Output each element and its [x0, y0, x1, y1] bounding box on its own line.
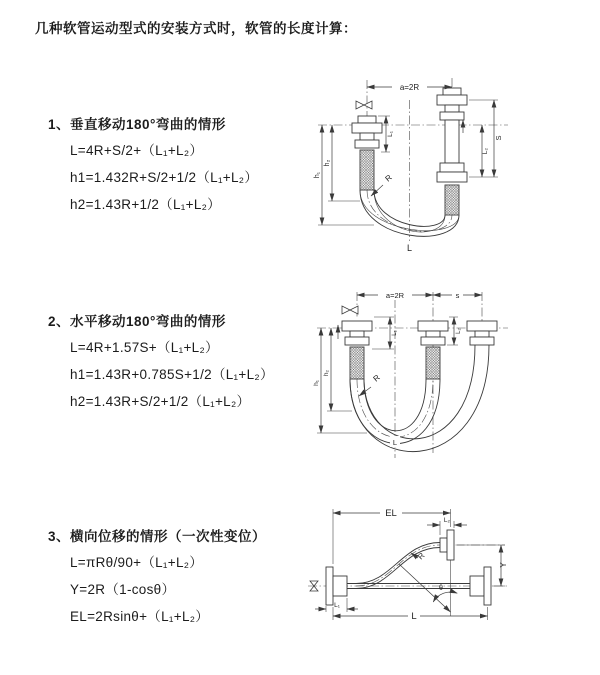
page-title: 几种软管运动型式的安装方式时，软管的长度计算：: [35, 21, 357, 36]
formula-el: EL=2Rsinθ+（L₁+L₂）: [70, 609, 210, 624]
pipe-cap: [443, 88, 461, 95]
dim-label-length: L: [411, 611, 417, 622]
formula-length: L=πRθ/90+（L₁+L₂）: [70, 555, 204, 570]
hose-scurve-lower-wall: [356, 548, 440, 589]
dim-label-h2: h₂: [324, 159, 331, 167]
diagram-lateral-displacement: [300, 502, 585, 650]
dim-label-el: EL: [385, 508, 397, 519]
dim-label-l1: L₁: [334, 602, 340, 609]
flange-right-hub: [470, 576, 484, 596]
section-vertical-180: [48, 113, 328, 224]
dim-label-a2r: a=2R: [399, 83, 420, 92]
pipe-cap: [358, 116, 376, 123]
flange: [437, 172, 467, 182]
hose-alt-inner: [364, 345, 475, 439]
formula-h2: h2=1.43R+1/2（L₁+L₂）: [70, 197, 221, 212]
hex-nut: [345, 337, 369, 345]
flange: [437, 95, 467, 105]
centerline-break-icon: [310, 586, 318, 591]
flange: [467, 321, 497, 331]
hex-nut: [421, 337, 445, 345]
dim-label-y: Y: [499, 562, 508, 568]
flange-left-plate: [326, 567, 333, 605]
dim-label-length: L: [392, 438, 398, 447]
valve-icon: [364, 101, 372, 109]
hex-nut: [440, 112, 464, 120]
valve-icon: [356, 101, 364, 109]
dim-label-radius: R: [383, 172, 394, 184]
formula-length: L=4R+1.57S+（L₁+L₂）: [70, 340, 219, 355]
section-horizontal-180: [48, 310, 328, 421]
extension-lines: [372, 317, 394, 349]
valve-icon: [350, 306, 358, 314]
dim-label-radius: R: [371, 372, 382, 384]
hose-scurve-upper-wall: [356, 543, 440, 584]
flange: [352, 123, 382, 133]
braided-hose-section: [445, 185, 459, 215]
centerline-break-icon: [310, 581, 318, 586]
dim-label-s: s: [455, 291, 460, 300]
dim-label-s: S: [494, 135, 503, 141]
pipe-body: [445, 120, 459, 163]
formula-y: Y=2R（1-cosθ）: [70, 582, 176, 597]
diagram-vertical-180: [312, 70, 562, 255]
pipe-neck: [350, 331, 364, 337]
diagram-horizontal-180: [312, 283, 562, 473]
dim-label-h2: h₂: [323, 369, 330, 377]
flange-left-hub: [333, 576, 347, 596]
formula-h1: h1=1.432R+S/2+1/2（L₁+L₂）: [70, 170, 259, 185]
hose-centerline-scurve: [356, 545, 440, 586]
extension-lines: [318, 201, 374, 225]
pipe-neck: [475, 331, 489, 337]
pipe-neck: [426, 331, 440, 337]
dim-label-h1: h₁: [314, 171, 321, 179]
hex-nut: [470, 337, 494, 345]
extension-lines: [317, 411, 367, 433]
flange-upper-hub: [440, 538, 447, 552]
dim-label-length: L: [406, 243, 413, 253]
pipe-neck: [360, 133, 374, 140]
formula-h1: h1=1.43R+0.785S+1/2（L₁+L₂）: [70, 367, 274, 382]
dim-label-l1: L₁: [392, 330, 398, 336]
flange-upper-plate: [447, 530, 454, 560]
dim-label-l2: L₂: [456, 328, 462, 334]
formula-h2: h2=1.43R+S/2+1/2（L₁+L₂）: [70, 394, 251, 409]
dim-label-l1: L₁: [387, 131, 394, 137]
dim-label-l2: L₂: [482, 147, 489, 155]
dim-label-theta: θ: [439, 585, 443, 592]
section-lateral-displacement: [48, 525, 328, 636]
dim-label-l2: L₂: [443, 517, 451, 524]
hex-nut: [355, 140, 379, 148]
hex-nut: [440, 163, 464, 172]
flange: [418, 321, 448, 331]
dim-label-radius: R: [416, 550, 427, 562]
formula-length: L=4R+S/2+（L₁+L₂）: [70, 143, 204, 158]
section-heading: 2、水平移动180°弯曲的情形: [48, 314, 226, 329]
angle-arc: [433, 592, 457, 602]
dim-label-a2r: a=2R: [385, 291, 405, 300]
flange: [342, 321, 372, 331]
valve-icon: [342, 306, 350, 314]
dim-label-h1: h₁: [313, 380, 320, 386]
section-heading: 1、垂直移动180°弯曲的情形: [48, 117, 226, 132]
pipe-neck: [445, 105, 459, 112]
section-heading: 3、横向位移的情形（一次性变位）: [48, 529, 267, 544]
flange-right-plate: [484, 567, 491, 605]
